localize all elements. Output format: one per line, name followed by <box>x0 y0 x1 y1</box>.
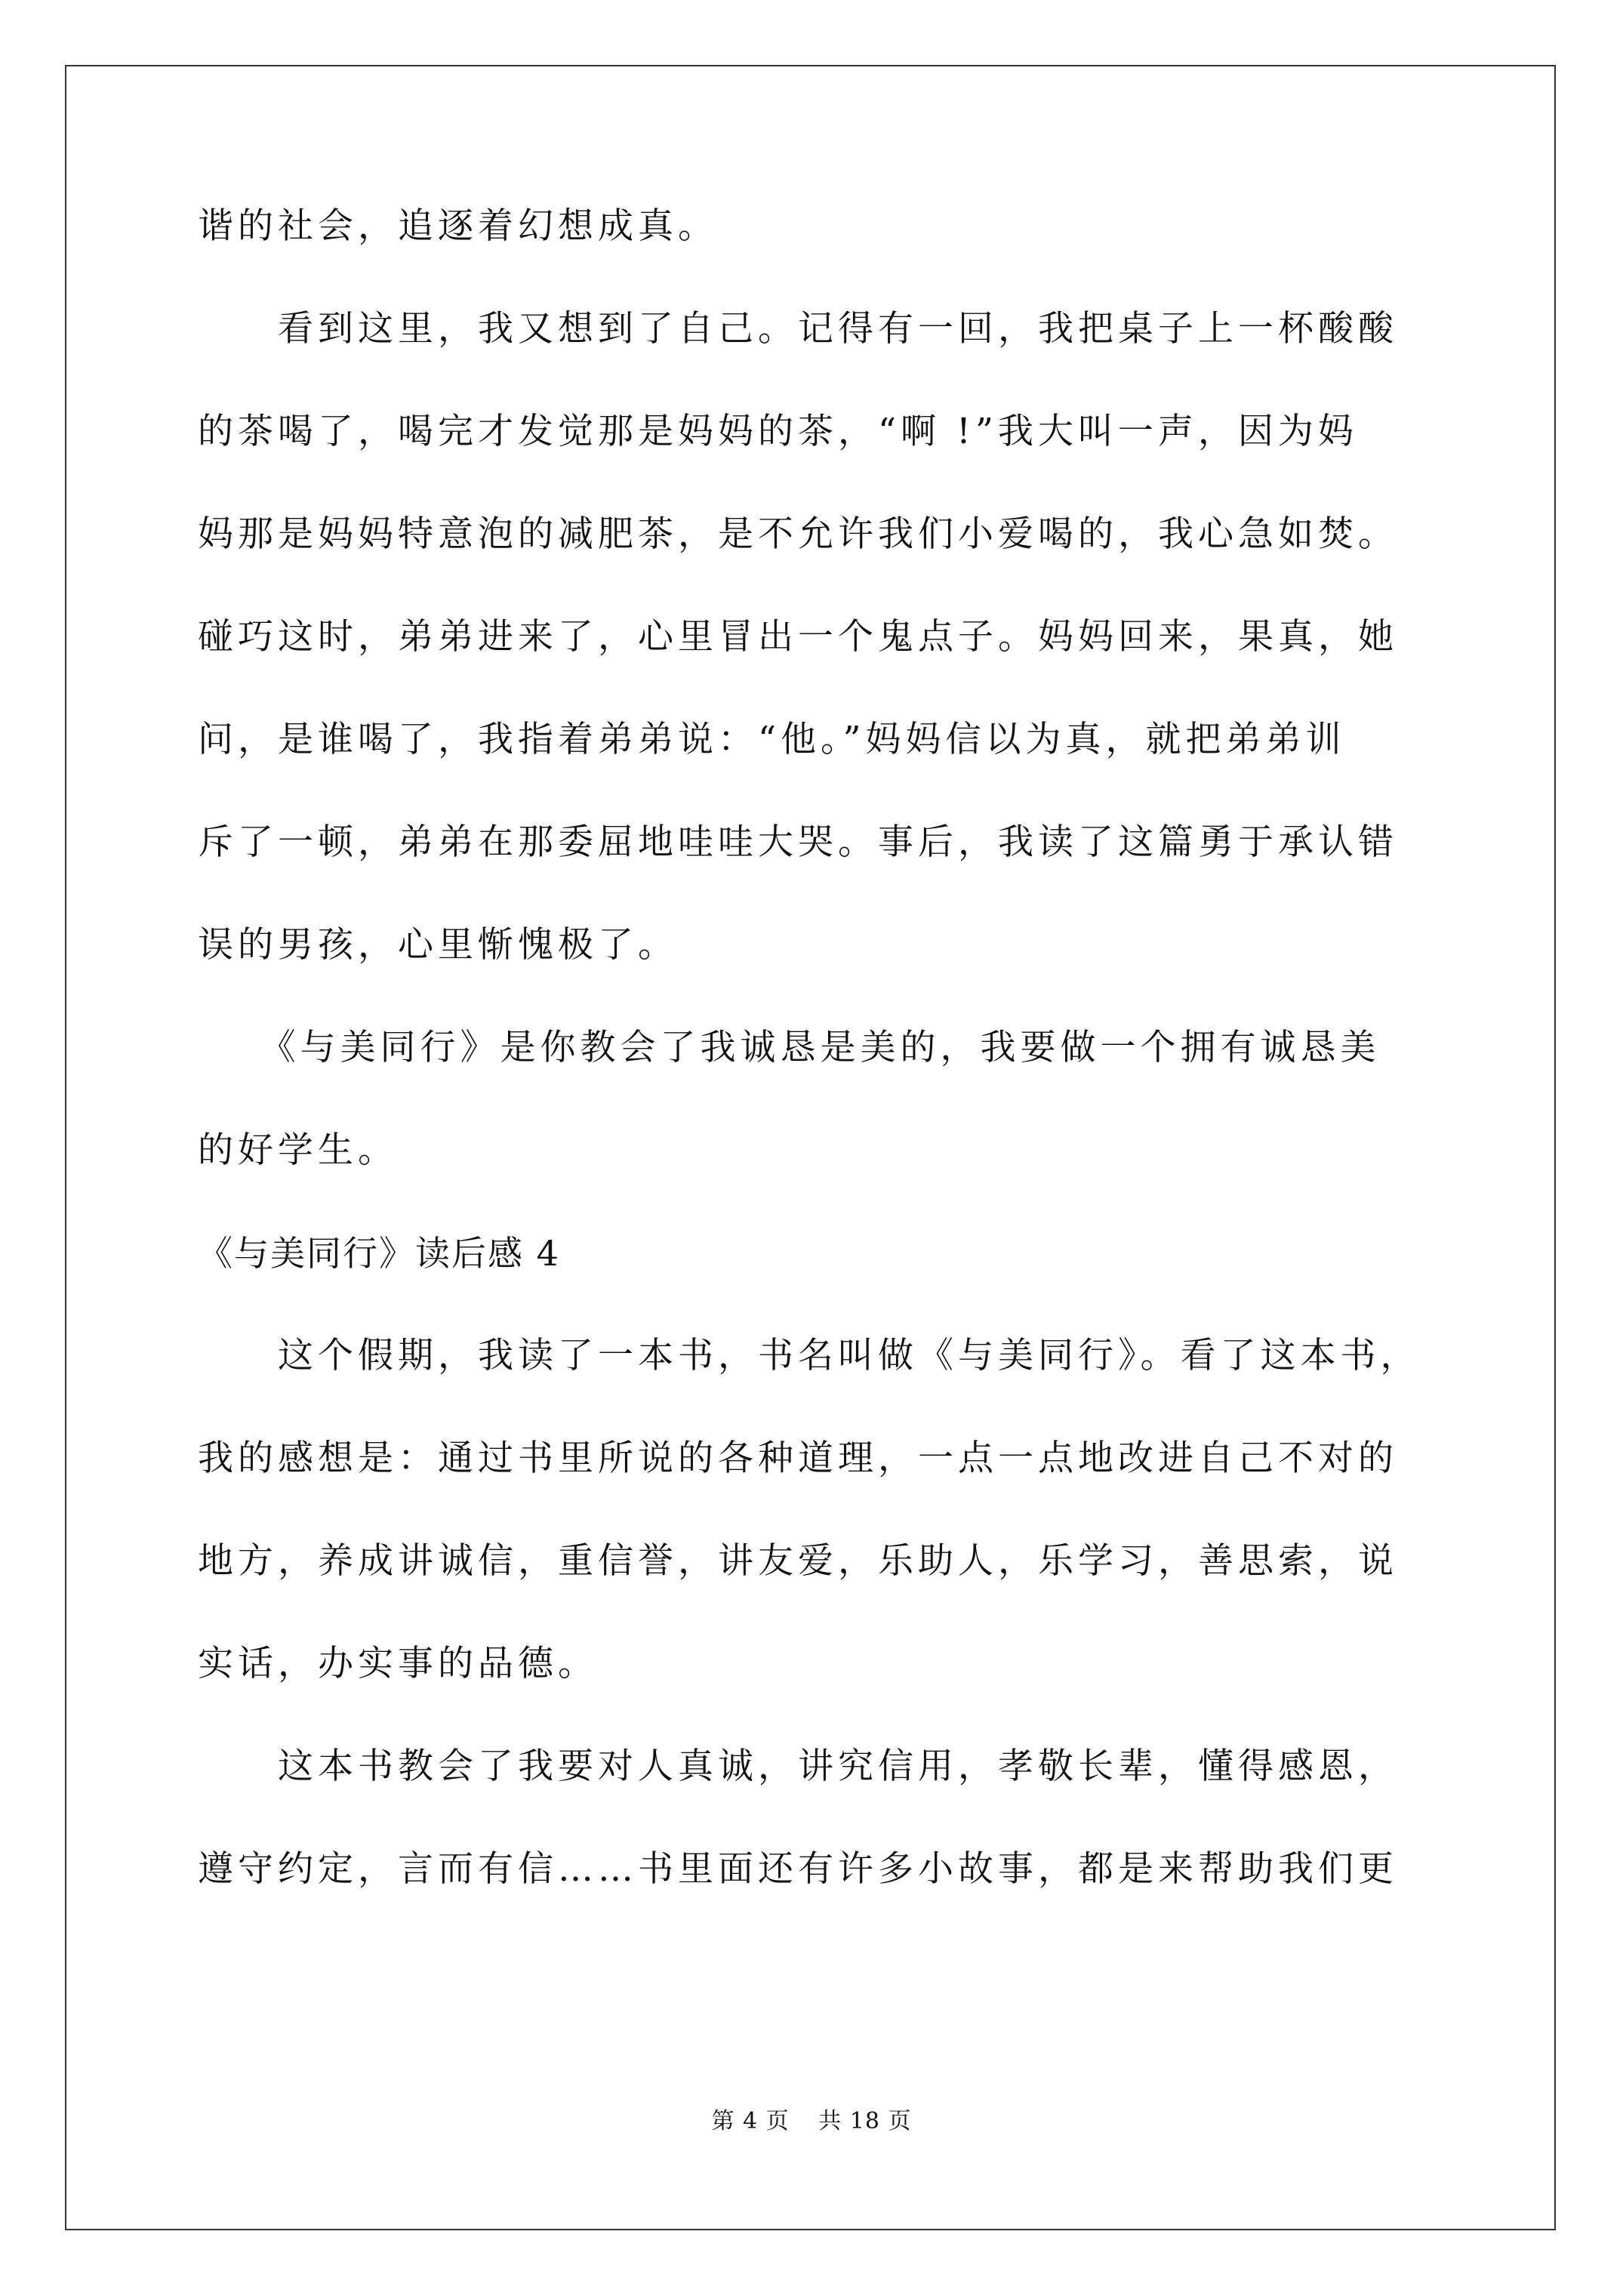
text-line: 遵守约定，言而有信……书里面还有许多小故事，都是来帮助我们更 <box>198 1848 1398 1890</box>
text-line: 看到这里，我又想到了自己。记得有一回，我把桌子上一杯酸酸 <box>198 308 1398 350</box>
text-line: 的茶喝了，喝完才发觉那是妈妈的茶，“啊 !”我大叫一声，因为妈 <box>198 411 1358 452</box>
text-line: 的好学生。 <box>198 1130 398 1171</box>
text-line: 误的男孩，心里惭愧极了。 <box>198 924 678 966</box>
text-line: 问，是谁喝了，我指着弟弟说：“他。”妈妈信以为真，就把弟弟训 <box>198 719 1346 760</box>
text-line: 妈那是妈妈特意泡的减肥茶，是不允许我们小爱喝的，我心急如焚。 <box>198 513 1398 555</box>
page-total: 共 18 页 <box>818 2108 912 2134</box>
text-line: 《与美同行》是你教会了我诚恳是美的，我要做一个拥有诚恳美 <box>198 1027 1381 1068</box>
page-footer <box>0 2106 1623 2137</box>
text-line: 我的感想是：通过书里所说的各种道理，一点一点地改进自己不对的 <box>198 1438 1398 1479</box>
text-line: 谐的社会，追逐着幻想成真。 <box>198 205 718 247</box>
text-line: 地方，养成讲诚信，重信誉，讲友爱，乐助人，乐学习，善思索，说 <box>198 1540 1398 1582</box>
text-line: 实话，办实事的品德。 <box>198 1643 598 1684</box>
text-line: 这个假期，我读了一本书，书名叫做《与美同行》。看了这本书， <box>198 1335 1421 1376</box>
page-number: 第 4 页 <box>711 2108 790 2134</box>
text-line: 斥了一顿，弟弟在那委屈地哇哇大哭。事后，我读了这篇勇于承认错 <box>198 821 1398 863</box>
section-heading: 《与美同行》读后感 4 <box>198 1233 560 1274</box>
text-line: 碰巧这时，弟弟进来了，心里冒出一个鬼点子。妈妈回来，果真，她 <box>198 616 1398 658</box>
text-line: 这本书教会了我要对人真诚，讲究信用，孝敬长辈，懂得感恩， <box>198 1746 1398 1787</box>
